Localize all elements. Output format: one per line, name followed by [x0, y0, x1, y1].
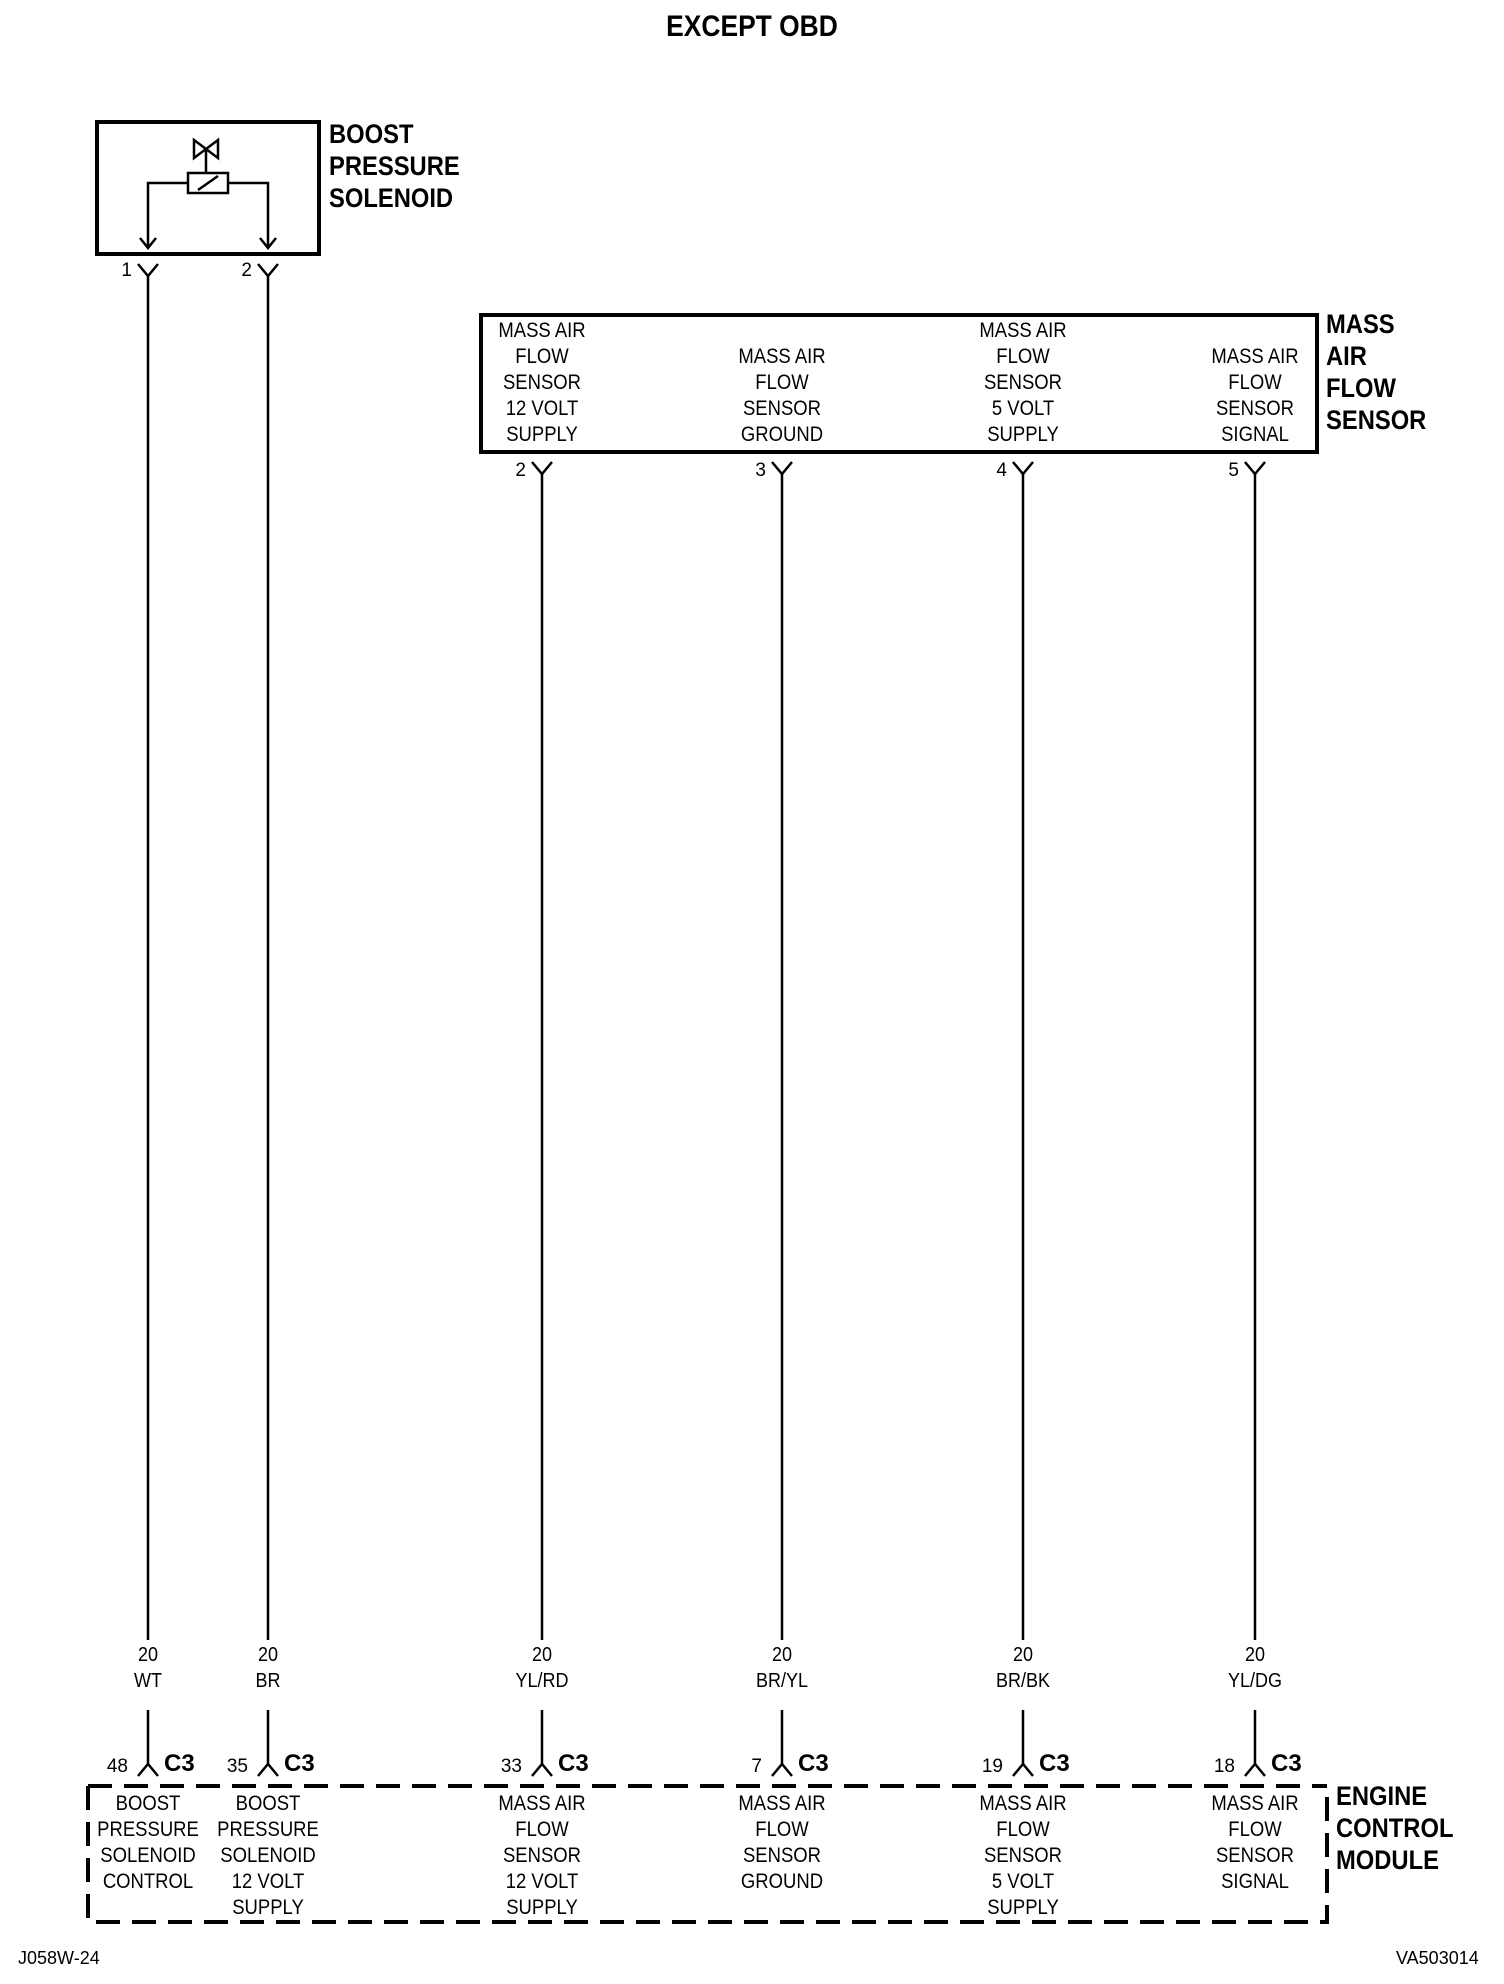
valve-icon	[194, 140, 218, 172]
wire-label-br-bk: 20 BR/BK	[995, 1644, 1051, 1692]
ecm-pin-19: 19	[981, 1756, 1003, 1777]
maf-terminal-ground: MASS AIR FLOW SENSOR GROUND	[738, 345, 826, 446]
wire-label-wt: 20 WT	[134, 1644, 162, 1692]
boost-connector-top-1	[138, 264, 158, 276]
ecm-connector-7	[772, 1764, 792, 1776]
ecm-connector-33	[532, 1764, 552, 1776]
maf-connector-top-2	[532, 462, 552, 474]
maf-terminal-signal: MASS AIR FLOW SENSOR SIGNAL	[1211, 345, 1299, 446]
ecm-pin-48: 48	[106, 1756, 128, 1777]
ecm-connector-label-33: C3	[558, 1750, 589, 1777]
ecm-connector-label-48: C3	[164, 1750, 195, 1777]
ecm-connector-19	[1013, 1764, 1033, 1776]
maf-pin-2: 2	[515, 460, 526, 481]
ecm-connector-18	[1245, 1764, 1265, 1776]
maf-connector-top-4	[1013, 462, 1033, 474]
maf-terminal-12v-supply: MASS AIR FLOW SENSOR 12 VOLT SUPPLY	[498, 319, 586, 446]
ecm-terminal-maf-signal: MASS AIR FLOW SENSOR SIGNAL	[1211, 1792, 1299, 1893]
maf-pin-4: 4	[996, 460, 1007, 481]
wire-label-br: 20 BR	[255, 1644, 281, 1692]
maf-pin-5: 5	[1228, 460, 1239, 481]
boost-connector-top-2	[258, 264, 278, 276]
boost-solenoid-label: BOOST PRESSURE SOLENOID	[329, 119, 460, 213]
boost-solenoid-box	[97, 122, 319, 254]
ecm-terminal-maf-5v: MASS AIR FLOW SENSOR 5 VOLT SUPPLY	[979, 1792, 1067, 1919]
ecm-terminal-boost-control: BOOST PRESSURE SOLENOID CONTROL	[97, 1792, 199, 1893]
wire-label-yl-rd: 20 YL/RD	[515, 1644, 569, 1692]
ecm-connector-35	[258, 1764, 278, 1776]
ecm-terminal-boost-12v: BOOST PRESSURE SOLENOID 12 VOLT SUPPLY	[217, 1792, 319, 1919]
ecm-pin-35: 35	[226, 1756, 248, 1777]
ecm-pin-33: 33	[500, 1756, 522, 1777]
wire-label-br-yl: 20 BR/YL	[755, 1644, 809, 1692]
maf-connector-top-3	[772, 462, 792, 474]
ecm-connector-label-7: C3	[798, 1750, 829, 1777]
ecm-connector-label-18: C3	[1271, 1750, 1302, 1777]
maf-connector-top-5	[1245, 462, 1265, 474]
ecm-connector-label-19: C3	[1039, 1750, 1070, 1777]
ecm-pin-7: 7	[751, 1756, 762, 1777]
ecm-label: ENGINE CONTROL MODULE	[1336, 1781, 1454, 1875]
maf-terminal-5v-supply: MASS AIR FLOW SENSOR 5 VOLT SUPPLY	[979, 319, 1067, 446]
solenoid-coil-icon	[140, 173, 276, 248]
ecm-terminal-maf-ground: MASS AIR FLOW SENSOR GROUND	[738, 1792, 826, 1893]
ecm-connector-label-35: C3	[284, 1750, 315, 1777]
boost-pin-1: 1	[121, 260, 132, 281]
ecm-connector-48	[138, 1764, 158, 1776]
ecm-terminal-maf-12v: MASS AIR FLOW SENSOR 12 VOLT SUPPLY	[498, 1792, 586, 1919]
wire-label-yl-dg: 20 YL/DG	[1227, 1644, 1283, 1692]
maf-sensor-label: MASS AIR FLOW SENSOR	[1326, 309, 1427, 435]
boost-pin-2: 2	[241, 260, 252, 281]
diagram-title: EXCEPT OBD	[666, 10, 838, 43]
ecm-pin-18: 18	[1213, 1756, 1235, 1777]
footer-right-code: VA503014	[1396, 1948, 1479, 1968]
maf-pin-3: 3	[755, 460, 766, 481]
footer-left-code: J058W-24	[18, 1948, 100, 1968]
